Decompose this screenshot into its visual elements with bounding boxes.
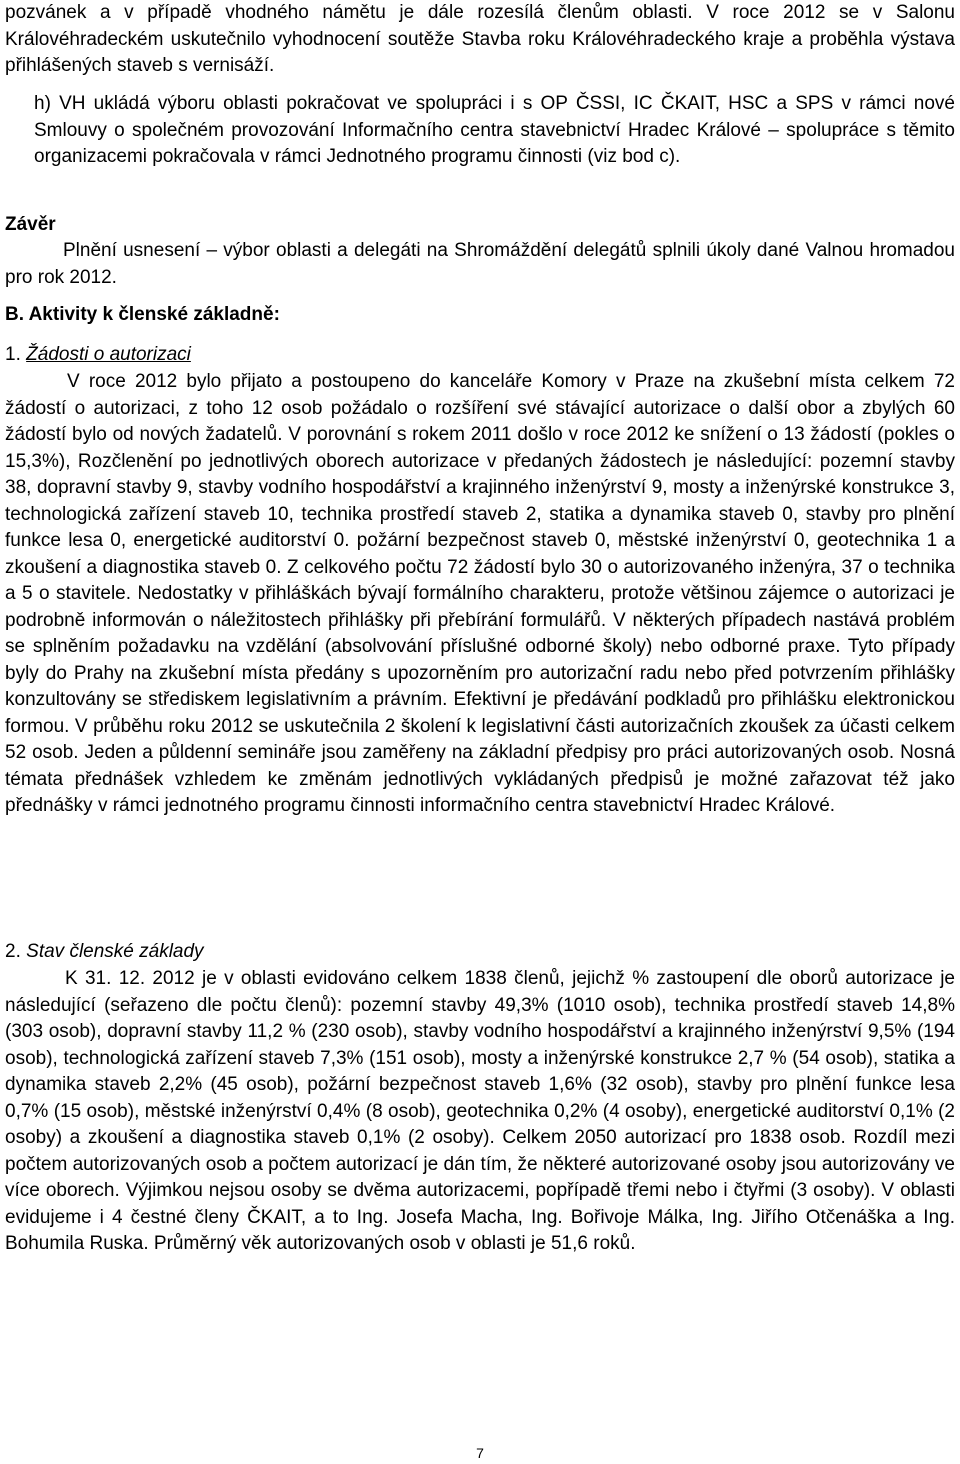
item-h-paragraph: h) VH ukládá výboru oblasti pokračovat ve spolupráci i s OP ČSSI, IC ČKAIT, HSC a SPS v rámci nové Smlouvy o společném provozování Informačního centra stavebnictví Hradec Králové – spolupráce s těmito organizacemi pokračovala v rámci Jednotného programu činnosti (viz bod c). [34,93,955,167]
intro-paragraph: pozvánek a v případě vhodného námětu je dále rozesílá členům oblasti. V roce 2012 se v Salonu Královéhradeckém uskutečnilo vyhodnocení soutěže Stavba roku Královéhradeckého kraje a proběhla výstava přihlášených staveb s vernisáží. [5,2,955,76]
subsection-2-title: Stav členské základy [26,941,204,962]
subsection-1-number: 1. [5,344,21,365]
subsection-2-heading [5,939,204,966]
page-number: 7 [476,1445,484,1461]
subsection-2-paragraph: K 31. 12. 2012 je v oblasti evidováno celkem 1838 členů, jejichž % zastoupení dle oborů autorizace je následující (seřazeno dle počtu členů): pozemní stavby 49,3% (1010 osob), technika prostředí staveb 14,8% (303 osob), dopravní stavby 11,2 % (230 osob), stavby vodního hospodářství a krajinného inženýrství 9,5% (194 osob), technologická zařízení staveb 7,3% (151 osob), mosty a inženýrské konstrukce 2,7 % (54 osob), statika a dynamika staveb 2,2% (45 osob), požární bezpečnost staveb 1,6% (32 osob), stavby pro plnění funkce lesa 0,7% (15 osob), městské inženýrství 0,4% (8 osob), geotechnika 0,2% (4 osoby), energetické auditorství 0,1% (2 osoby) a zkoušení a diagnostika staveb 0,1% (2 osoby). Celkem 2050 autorizací pro 1838 osob. Rozdíl mezi počtem autorizovaných osob a počtem autorizací je dán tím, že některé autorizované osoby jsou autorizovány ve více oborech. Výjimkou nejsou osoby se dvěma autorizacemi, popřípadě třemi nebo i čtyřmi (3 osoby). V oblasti evidujeme i 4 čestné členy ČKAIT, a to Ing. Josefa Macha, Ing. Bořivoje Málka, Ing. Jiřího Otčenáška a Ing. Bohumila Ruska. Průměrný věk autorizovaných osob v oblasti je 51,6 roků. [5,968,955,1254]
subsection-1-paragraph: V roce 2012 bylo přijato a postoupeno do kanceláře Komory v Praze na zkušební místa celkem 72 žádostí o autorizaci, z toho 12 osob požádalo o rozšíření své stávající autorizace o další obor a zbylých 60 žádostí bylo od nových žadatelů. V porovnání s rokem 2011 došlo v roce 2012 ke snížení o 13 žádostí (pokles o 15,3%), Rozčlenění po jednotlivých oborech autorizace v předaných žádostech je následující: pozemní stavby 38, dopravní stavby 9, stavby vodního hospodářství a krajinného inženýrství 9, mosty a inženýrské konstrukce 3, technologická zařízení staveb 10, technika prostředí staveb 2, statika a dynamika staveb 0, stavby pro plnění funkce lesa 0, energetické auditorství 0. požární bezpečnost staveb 0, městské inženýrství 0, geotechnika 1 a zkoušení a diagnostika staveb 0. Z celkového počtu 72 žádostí bylo 30 o autorizovaného inženýra, 37 o technika a 5 o stavitele. Nedostatky v přihláškách bývají formálního charakteru, protože většinou zájemce o autorizaci je podrobně informován o náležitostech přihlášky při přebírání formulářů. V některých případech nastává problém se splněním požadavku na vzdělání (absolvování příslušné odborné školy) nebo odborné praxe. Tyto případy byly do Prahy na zkušební místa předány s upozorněním pro autorizační radu nebo před potvrzením přihlášky konzultovány se střediskem legislativním a právním. Efektivní je předávání podkladů pro přihlášku elektronickou formou. V průběhu roku 2012 se uskutečnila 2 školení k legislativní části autorizačních zkoušek za účasti celkem 52 osob. Jeden a půldenní semináře jsou zaměřeny na základní předpisy pro práci autorizovaných osob. Nosná témata přednášek vzhledem ke změnám jednotlivých vykládaných předpisů je možné zařazovat též jako přednášky v rámci jednotného programu činnosti informačního centra stavebnictví Hradec Králové. [5,371,955,816]
subsection-2-number: 2. [5,941,21,962]
section-b-heading: B. Aktivity k členské základně: [5,304,280,325]
subsection-1-title: Žádosti o autorizaci [26,344,191,365]
subsection-1-heading [5,342,191,369]
conclusion-paragraph: Plnění usnesení – výbor oblasti a delegáti na Shromáždění delegátů splnili úkoly dané Valnou hromadou pro rok 2012. [5,240,955,288]
conclusion-heading: Závěr [5,214,56,235]
